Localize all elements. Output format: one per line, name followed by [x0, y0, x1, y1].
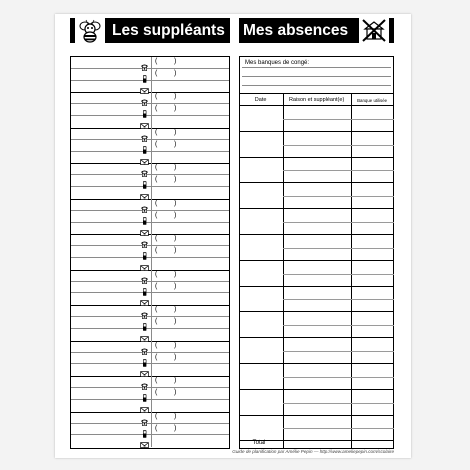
substitute-entry[interactable] [71, 57, 229, 93]
area-code-close: ) [174, 211, 177, 219]
absence-row[interactable] [239, 158, 395, 184]
absences-title: Mes absences [243, 22, 349, 39]
substitutes-header [70, 18, 230, 43]
contact-row[interactable] [71, 200, 229, 211]
bank-line[interactable] [242, 67, 391, 68]
svg-text:@: @ [143, 374, 146, 378]
area-code-close: ) [174, 270, 177, 278]
area-code-open: ( [155, 389, 158, 397]
substitute-entry[interactable] [71, 341, 229, 377]
area-code-close: ) [174, 128, 177, 136]
contact-row[interactable] [71, 354, 229, 365]
area-code-close: ) [174, 235, 177, 243]
absence-row[interactable] [239, 416, 395, 442]
absence-row[interactable] [239, 261, 395, 287]
contact-row[interactable] [71, 436, 229, 447]
substitute-entry[interactable] [71, 305, 229, 341]
footer-credit: Guide de planification par Amélie Pepin — http://www.ameliepepin.com/scolaire [232, 449, 394, 454]
phone-icon [140, 235, 149, 243]
absence-row[interactable] [239, 364, 395, 390]
area-code-open: ( [155, 412, 158, 420]
substitute-entry[interactable] [71, 199, 229, 235]
contact-row[interactable] [71, 330, 229, 341]
area-code-open: ( [155, 128, 158, 136]
email-icon [140, 294, 149, 307]
area-code-open: ( [155, 176, 158, 184]
contact-row[interactable] [71, 247, 229, 258]
phone-icon [140, 164, 149, 172]
area-code-open: ( [155, 235, 158, 243]
email-icon [140, 188, 149, 201]
svg-text:@: @ [143, 339, 146, 343]
contact-row[interactable] [71, 283, 229, 294]
phone-icon [140, 271, 149, 279]
area-code-close: ) [174, 93, 177, 101]
svg-text:@: @ [143, 161, 146, 165]
contact-row[interactable] [71, 82, 229, 93]
contact-row[interactable] [71, 117, 229, 128]
phone-icon [140, 413, 149, 421]
column-header-date: Date [254, 97, 267, 103]
mobile-phone-icon [140, 176, 149, 184]
area-code-open: ( [155, 306, 158, 314]
contact-row[interactable] [71, 212, 229, 223]
substitute-entry[interactable] [71, 412, 229, 447]
phone-icon [140, 377, 149, 385]
area-code-close: ) [174, 377, 177, 385]
no-school-icon [359, 18, 389, 43]
mobile-phone-icon [140, 354, 149, 362]
svg-text:@: @ [143, 90, 146, 94]
substitute-entry[interactable] [71, 270, 229, 306]
substitute-entry[interactable] [71, 128, 229, 164]
area-code-close: ) [174, 164, 177, 172]
contact-row[interactable] [71, 235, 229, 246]
area-code-open: ( [155, 377, 158, 385]
email-icon [140, 117, 149, 130]
substitute-entry[interactable] [71, 92, 229, 128]
area-code-close: ) [174, 58, 177, 65]
area-code-open: ( [155, 341, 158, 349]
contact-row[interactable] [71, 129, 229, 140]
svg-text:@: @ [143, 126, 146, 130]
email-icon [140, 436, 149, 449]
column-header-reason: Raison et suppléant(e) [288, 97, 345, 103]
area-code-open: ( [155, 93, 158, 101]
contact-row[interactable] [71, 425, 229, 436]
absence-row[interactable] [239, 287, 395, 313]
mobile-phone-icon [140, 141, 149, 149]
mobile-phone-icon [140, 212, 149, 220]
substitutes-list [70, 56, 230, 449]
email-icon [140, 82, 149, 94]
area-code-close: ) [174, 306, 177, 314]
area-code-close: ) [174, 69, 177, 77]
area-code-open: ( [155, 69, 158, 77]
contact-row[interactable] [71, 318, 229, 329]
contact-row[interactable] [71, 365, 229, 376]
email-icon [140, 153, 149, 165]
absences-header [239, 18, 394, 43]
area-code-open: ( [155, 164, 158, 172]
phone-icon [140, 129, 149, 137]
contact-row[interactable] [71, 58, 229, 69]
phone-icon [140, 93, 149, 101]
email-icon [140, 401, 149, 414]
area-code-open: ( [155, 270, 158, 278]
absence-row[interactable] [239, 209, 395, 235]
contact-row[interactable] [71, 93, 229, 104]
phone-icon [140, 306, 149, 314]
area-code-open: ( [155, 58, 158, 65]
absence-row[interactable] [239, 183, 395, 209]
area-code-close: ) [174, 247, 177, 255]
email-icon [140, 224, 149, 236]
absence-row[interactable] [239, 132, 395, 158]
contact-row[interactable] [71, 70, 229, 81]
absence-row[interactable] [239, 338, 395, 364]
area-code-open: ( [155, 318, 158, 326]
substitute-entry[interactable] [71, 234, 229, 270]
area-code-open: ( [155, 353, 158, 361]
bee-mascot-icon [75, 18, 105, 43]
svg-text:@: @ [143, 303, 146, 307]
mobile-phone-icon [140, 318, 149, 326]
contact-row[interactable] [71, 105, 229, 116]
area-code-close: ) [174, 424, 177, 432]
contact-row[interactable] [71, 164, 229, 175]
contact-row[interactable] [71, 389, 229, 400]
area-code-open: ( [155, 424, 158, 432]
bank-line[interactable] [242, 76, 391, 77]
absence-row[interactable] [239, 235, 395, 261]
mobile-phone-icon [140, 425, 149, 433]
contact-row[interactable] [71, 188, 229, 199]
contact-row[interactable] [71, 153, 229, 164]
contact-row[interactable] [71, 377, 229, 388]
area-code-close: ) [174, 412, 177, 420]
contact-row[interactable] [71, 342, 229, 353]
bank-line[interactable] [242, 85, 391, 86]
svg-text:@: @ [143, 197, 146, 201]
svg-text:@: @ [143, 268, 146, 272]
mobile-phone-icon [140, 247, 149, 255]
area-code-open: ( [155, 140, 158, 148]
svg-text:@: @ [143, 410, 146, 414]
phone-icon [140, 200, 149, 208]
area-code-close: ) [174, 140, 177, 148]
area-code-close: ) [174, 318, 177, 326]
contact-row[interactable] [71, 224, 229, 235]
area-code-open: ( [155, 247, 158, 255]
email-icon [140, 259, 149, 272]
absences-table [239, 93, 395, 449]
area-code-close: ) [174, 282, 177, 290]
mobile-phone-icon [140, 283, 149, 291]
phone-icon [140, 342, 149, 350]
contact-row[interactable] [71, 271, 229, 282]
area-code-open: ( [155, 282, 158, 290]
area-code-close: ) [174, 341, 177, 349]
contact-row[interactable] [71, 141, 229, 152]
substitutes-title: Les suppléants [112, 22, 225, 39]
bank-label: Mes banques de congé: [245, 60, 310, 66]
contact-row[interactable] [71, 306, 229, 317]
area-code-open: ( [155, 211, 158, 219]
absence-row[interactable] [239, 312, 395, 338]
contact-row[interactable] [71, 401, 229, 412]
contact-row[interactable] [71, 259, 229, 270]
mobile-phone-icon [140, 105, 149, 113]
substitute-entry[interactable] [71, 376, 229, 412]
contact-row[interactable] [71, 413, 229, 424]
phone-icon [140, 58, 149, 66]
absences-panel [239, 56, 394, 449]
area-code-close: ) [174, 389, 177, 397]
email-icon [140, 330, 149, 343]
mobile-phone-icon [140, 389, 149, 397]
area-code-close: ) [174, 353, 177, 361]
email-icon [140, 365, 149, 378]
absence-row[interactable] [239, 106, 395, 132]
svg-text:@: @ [143, 232, 146, 236]
contact-row[interactable] [71, 176, 229, 187]
area-code-close: ) [174, 199, 177, 207]
svg-text:@: @ [143, 445, 146, 449]
contact-row[interactable] [71, 294, 229, 305]
area-code-close: ) [174, 105, 177, 113]
area-code-open: ( [155, 105, 158, 113]
mobile-phone-icon [140, 70, 149, 78]
substitute-entry[interactable] [71, 163, 229, 199]
column-header-bank: Banque utilisée [357, 98, 388, 103]
area-code-open: ( [155, 199, 158, 207]
absence-row[interactable] [239, 390, 395, 416]
total-label: Total [252, 440, 266, 447]
area-code-close: ) [174, 176, 177, 184]
